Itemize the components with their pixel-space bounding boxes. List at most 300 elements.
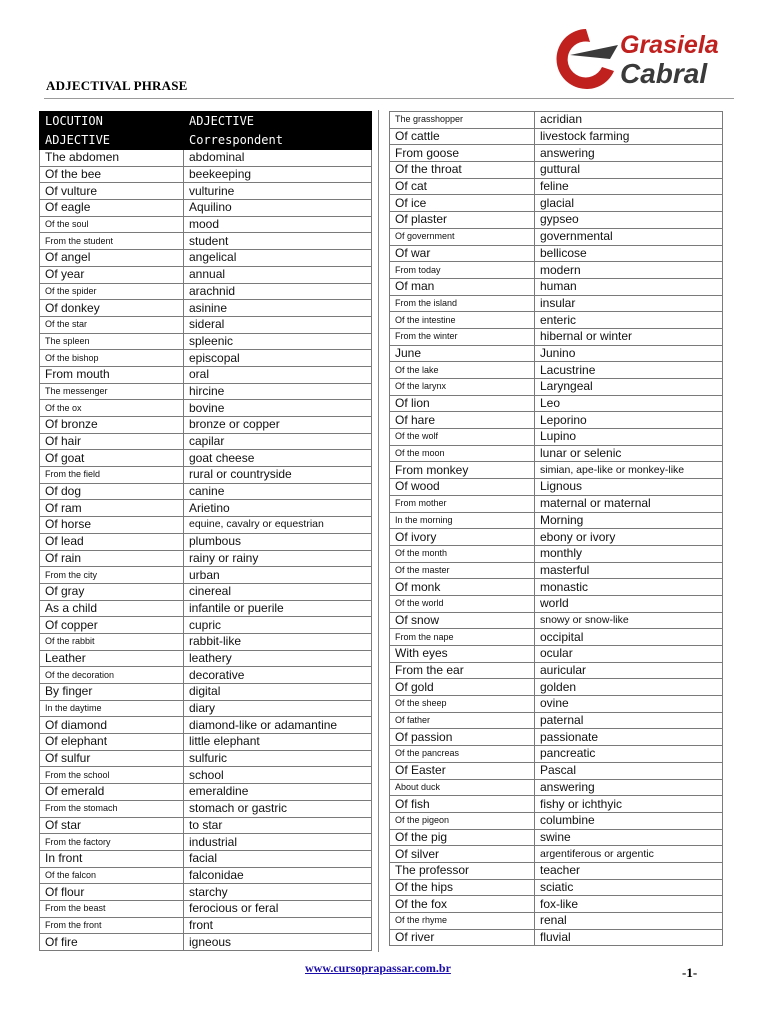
locution-cell: Of gold — [390, 679, 535, 696]
adjective-cell: canine — [184, 483, 372, 500]
column-separator — [378, 110, 379, 952]
locution-cell: Of vulture — [40, 183, 184, 200]
locution-cell: The messenger — [40, 383, 184, 400]
right-table-row — [390, 913, 723, 930]
right-table-row — [390, 896, 723, 913]
left-table-row — [40, 834, 372, 851]
adjective-cell: little elephant — [184, 734, 372, 751]
adjective-cell: Laryngeal — [535, 379, 723, 396]
left-table-row — [40, 600, 372, 617]
left-table-row — [40, 784, 372, 801]
locution-cell: Of the spider — [40, 283, 184, 300]
right-table-row — [390, 228, 723, 245]
locution-cell: Of snow — [390, 612, 535, 629]
right-table-row — [390, 412, 723, 429]
left-table-row — [40, 817, 372, 834]
locution-cell: Of war — [390, 245, 535, 262]
locution-cell: Of star — [40, 817, 184, 834]
adjective-cell: fluvial — [535, 929, 723, 946]
locution-cell: Of fish — [390, 796, 535, 813]
adjective-cell: monthly — [535, 545, 723, 562]
locution-cell: From the city — [40, 567, 184, 584]
right-table-row — [390, 362, 723, 379]
locution-cell: Of the star — [40, 316, 184, 333]
adjective-cell: Leo — [535, 395, 723, 412]
locution-cell: Of fire — [40, 934, 184, 951]
locution-cell: Leather — [40, 650, 184, 667]
right-table-row — [390, 579, 723, 596]
adjective-cell: episcopal — [184, 350, 372, 367]
adjective-cell: Aquilino — [184, 200, 372, 217]
adjective-cell: enteric — [535, 312, 723, 329]
locution-cell: June — [390, 345, 535, 362]
adjective-cell: rainy or rainy — [184, 550, 372, 567]
adjective-cell: sulfuric — [184, 750, 372, 767]
left-table-row — [40, 700, 372, 717]
header-adjective-sub: ADJECTIVE — [40, 131, 184, 150]
left-table-row — [40, 316, 372, 333]
adjective-cell: Leporino — [535, 412, 723, 429]
left-header-row-1 — [40, 112, 372, 131]
adjective-cell: emeraldine — [184, 784, 372, 801]
right-table-row — [390, 662, 723, 679]
locution-cell: Of flour — [40, 884, 184, 901]
right-table-row — [390, 812, 723, 829]
left-header-row-2 — [40, 131, 372, 150]
adjective-cell: industrial — [184, 834, 372, 851]
adjective-cell: beekeeping — [184, 166, 372, 183]
locution-cell: Of cat — [390, 178, 535, 195]
locution-cell: From the beast — [40, 900, 184, 917]
adjective-cell: spleenic — [184, 333, 372, 350]
locution-cell: Of monk — [390, 579, 535, 596]
adjective-cell: paternal — [535, 712, 723, 729]
adjective-cell: Lacustrine — [535, 362, 723, 379]
right-table-row — [390, 479, 723, 496]
locution-cell: Of sulfur — [40, 750, 184, 767]
right-table-row — [390, 679, 723, 696]
adjective-cell: student — [184, 233, 372, 250]
logo-text-line2: Cabral — [620, 58, 708, 89]
adjective-cell: bellicose — [535, 245, 723, 262]
locution-cell: Of the master — [390, 562, 535, 579]
locution-cell: Of the ox — [40, 400, 184, 417]
adjective-cell: angelical — [184, 250, 372, 267]
locution-cell: Of the rhyme — [390, 913, 535, 930]
locution-cell: From the front — [40, 917, 184, 934]
adjective-cell: urban — [184, 567, 372, 584]
locution-cell: Of the pancreas — [390, 746, 535, 763]
right-table-row — [390, 545, 723, 562]
adjective-cell: diary — [184, 700, 372, 717]
logo-mark — [557, 29, 618, 89]
adjective-cell: capilar — [184, 433, 372, 450]
locution-cell: In the morning — [390, 512, 535, 529]
adjective-cell: fox-like — [535, 896, 723, 913]
right-table-row — [390, 328, 723, 345]
locution-cell: Of river — [390, 929, 535, 946]
adjective-cell: golden — [535, 679, 723, 696]
left-table-row — [40, 583, 372, 600]
locution-cell: Of hare — [390, 412, 535, 429]
left-table-row — [40, 633, 372, 650]
locution-cell: Of the wolf — [390, 429, 535, 446]
right-table-row — [390, 779, 723, 796]
right-table-row — [390, 395, 723, 412]
locution-cell: In front — [40, 850, 184, 867]
locution-cell: Of lead — [40, 533, 184, 550]
locution-cell: Of emerald — [40, 784, 184, 801]
right-table-row — [390, 379, 723, 396]
locution-cell: Of the fox — [390, 896, 535, 913]
right-table-row — [390, 278, 723, 295]
right-table-row — [390, 195, 723, 212]
adjective-cell: ovine — [535, 696, 723, 713]
adjective-cell: Arietino — [184, 500, 372, 517]
locution-cell: Of the world — [390, 595, 535, 612]
adjective-cell: stomach or gastric — [184, 800, 372, 817]
right-table-row — [390, 862, 723, 879]
locution-cell: Of the lake — [390, 362, 535, 379]
right-table-row — [390, 529, 723, 546]
adjective-cell: hircine — [184, 383, 372, 400]
locution-cell: Of ice — [390, 195, 535, 212]
right-table-row — [390, 595, 723, 612]
right-table-row — [390, 512, 723, 529]
adjective-cell: abdominal — [184, 150, 372, 167]
right-table-row — [390, 128, 723, 145]
left-table-row — [40, 800, 372, 817]
adjective-cell: gypseo — [535, 212, 723, 229]
locution-cell: Of dog — [40, 483, 184, 500]
locution-cell: Of the soul — [40, 216, 184, 233]
locution-cell: Of ram — [40, 500, 184, 517]
adjective-cell: facial — [184, 850, 372, 867]
right-table-row — [390, 145, 723, 162]
right-table-row — [390, 178, 723, 195]
locution-cell: Of the rabbit — [40, 633, 184, 650]
left-table-row — [40, 517, 372, 534]
left-table — [39, 111, 372, 951]
right-table-row — [390, 562, 723, 579]
locution-cell: Of the larynx — [390, 379, 535, 396]
right-table-row — [390, 796, 723, 813]
left-table-row — [40, 283, 372, 300]
left-table-row — [40, 400, 372, 417]
adjective-cell: sciatic — [535, 879, 723, 896]
adjective-cell: ebony or ivory — [535, 529, 723, 546]
adjective-cell: vulturine — [184, 183, 372, 200]
right-table-row — [390, 612, 723, 629]
locution-cell: Of the month — [390, 545, 535, 562]
adjective-cell: renal — [535, 913, 723, 930]
header-correspondent: Correspondent — [184, 131, 372, 150]
adjective-cell: sideral — [184, 316, 372, 333]
locution-cell: From the field — [40, 467, 184, 484]
adjective-cell: Lignous — [535, 479, 723, 496]
adjective-cell: starchy — [184, 884, 372, 901]
locution-cell: By finger — [40, 684, 184, 701]
left-table-row — [40, 166, 372, 183]
locution-cell: Of horse — [40, 517, 184, 534]
locution-cell: Of wood — [390, 479, 535, 496]
left-table-row — [40, 750, 372, 767]
locution-cell: In the daytime — [40, 700, 184, 717]
locution-cell: From mouth — [40, 366, 184, 383]
adjective-cell: cinereal — [184, 583, 372, 600]
locution-cell: From the factory — [40, 834, 184, 851]
right-table-row — [390, 462, 723, 479]
locution-cell: Of copper — [40, 617, 184, 634]
locution-cell: Of passion — [390, 729, 535, 746]
left-table-row — [40, 150, 372, 167]
locution-cell: Of plaster — [390, 212, 535, 229]
adjective-cell: Junino — [535, 345, 723, 362]
left-table-row — [40, 684, 372, 701]
locution-cell: From mother — [390, 495, 535, 512]
locution-cell: The grasshopper — [390, 112, 535, 129]
locution-cell: Of elephant — [40, 734, 184, 751]
locution-cell: Of the moon — [390, 445, 535, 462]
left-table-row — [40, 417, 372, 434]
left-table-row — [40, 183, 372, 200]
adjective-cell: cupric — [184, 617, 372, 634]
right-table-row — [390, 879, 723, 896]
adjective-cell: plumbous — [184, 533, 372, 550]
page-number: -1- — [682, 965, 698, 980]
left-table-row — [40, 350, 372, 367]
locution-cell: Of diamond — [40, 717, 184, 734]
locution-cell: About duck — [390, 779, 535, 796]
brand-logo — [552, 25, 732, 91]
right-table-row — [390, 262, 723, 279]
locution-cell: Of government — [390, 228, 535, 245]
left-table-row — [40, 567, 372, 584]
header-rule — [44, 98, 734, 99]
locution-cell: Of cattle — [390, 128, 535, 145]
adjective-cell: rural or countryside — [184, 467, 372, 484]
adjective-cell: goat cheese — [184, 450, 372, 467]
left-table-row — [40, 250, 372, 267]
locution-cell: Of angel — [40, 250, 184, 267]
locution-cell: From the school — [40, 767, 184, 784]
locution-cell: Of the sheep — [390, 696, 535, 713]
right-table-row — [390, 762, 723, 779]
left-table-row — [40, 767, 372, 784]
adjective-cell: lunar or selenic — [535, 445, 723, 462]
locution-cell: Of the hips — [390, 879, 535, 896]
locution-cell: Of the pigeon — [390, 812, 535, 829]
left-table-row — [40, 216, 372, 233]
adjective-cell: rabbit-like — [184, 633, 372, 650]
right-table — [389, 111, 723, 946]
locution-cell: From the ear — [390, 662, 535, 679]
adjective-cell: decorative — [184, 667, 372, 684]
locution-cell: Of rain — [40, 550, 184, 567]
adjective-cell: livestock farming — [535, 128, 723, 145]
adjective-cell: answering — [535, 779, 723, 796]
adjective-cell: answering — [535, 145, 723, 162]
adjective-cell: fishy or ichthyic — [535, 796, 723, 813]
locution-cell: Of year — [40, 266, 184, 283]
adjective-cell: leathery — [184, 650, 372, 667]
locution-cell: Of the pig — [390, 829, 535, 846]
locution-cell: From today — [390, 262, 535, 279]
locution-cell: Of goat — [40, 450, 184, 467]
adjective-cell: guttural — [535, 162, 723, 179]
locution-cell: Of silver — [390, 846, 535, 863]
adjective-cell: equine, cavalry or equestrian — [184, 517, 372, 534]
left-table-row — [40, 667, 372, 684]
left-table-row — [40, 383, 372, 400]
locution-cell: Of man — [390, 278, 535, 295]
right-table-row — [390, 429, 723, 446]
adjective-cell: columbine — [535, 812, 723, 829]
adjective-cell: masterful — [535, 562, 723, 579]
right-table-row — [390, 212, 723, 229]
adjective-cell: digital — [184, 684, 372, 701]
right-table-row — [390, 295, 723, 312]
locution-cell: From goose — [390, 145, 535, 162]
adjective-cell: swine — [535, 829, 723, 846]
adjective-cell: Morning — [535, 512, 723, 529]
right-table-row — [390, 445, 723, 462]
locution-cell: Of bronze — [40, 417, 184, 434]
right-table-row — [390, 746, 723, 763]
locution-cell: From the nape — [390, 629, 535, 646]
adjective-cell: igneous — [184, 934, 372, 951]
left-table-row — [40, 333, 372, 350]
left-table-row — [40, 200, 372, 217]
adjective-cell: argentiferous or argentic — [535, 846, 723, 863]
left-table-row — [40, 450, 372, 467]
adjective-cell: insular — [535, 295, 723, 312]
adjective-cell: simian, ape-like or monkey-like — [535, 462, 723, 479]
locution-cell: From the stomach — [40, 800, 184, 817]
right-table-row — [390, 629, 723, 646]
locution-cell: From the island — [390, 295, 535, 312]
adjective-cell: Lupino — [535, 429, 723, 446]
locution-cell: Of the throat — [390, 162, 535, 179]
adjective-cell: hibernal or winter — [535, 328, 723, 345]
right-table-row — [390, 245, 723, 262]
adjective-cell: arachnid — [184, 283, 372, 300]
left-table-row — [40, 467, 372, 484]
right-table-row — [390, 712, 723, 729]
logo-text-line1: Grasiela — [620, 31, 719, 59]
locution-cell: Of Easter — [390, 762, 535, 779]
left-table-row — [40, 366, 372, 383]
right-table-row — [390, 846, 723, 863]
adjective-cell: world — [535, 595, 723, 612]
right-table-row — [390, 345, 723, 362]
locution-cell: Of the intestine — [390, 312, 535, 329]
adjective-cell: snowy or snow-like — [535, 612, 723, 629]
left-table-row — [40, 734, 372, 751]
adjective-cell: ferocious or feral — [184, 900, 372, 917]
left-table-row — [40, 867, 372, 884]
adjective-cell: oral — [184, 366, 372, 383]
right-table-row — [390, 829, 723, 846]
left-table-row — [40, 884, 372, 901]
adjective-cell: pancreatic — [535, 746, 723, 763]
page-title: ADJECTIVAL PHRASE — [46, 78, 188, 93]
adjective-cell: monastic — [535, 579, 723, 596]
locution-cell: From monkey — [390, 462, 535, 479]
adjective-cell: diamond-like or adamantine — [184, 717, 372, 734]
locution-cell: Of donkey — [40, 300, 184, 317]
right-table-row — [390, 495, 723, 512]
locution-cell: As a child — [40, 600, 184, 617]
right-table-row — [390, 646, 723, 663]
locution-cell: From the winter — [390, 328, 535, 345]
adjective-cell: ocular — [535, 646, 723, 663]
left-table-row — [40, 300, 372, 317]
left-table-row — [40, 850, 372, 867]
footer-website-link[interactable]: www.cursoprapassar.com.br — [305, 961, 451, 975]
adjective-cell: bovine — [184, 400, 372, 417]
locution-cell: The spleen — [40, 333, 184, 350]
right-table-row — [390, 162, 723, 179]
adjective-cell: feline — [535, 178, 723, 195]
left-table-row — [40, 900, 372, 917]
adjective-cell: school — [184, 767, 372, 784]
left-table-row — [40, 433, 372, 450]
adjective-cell: teacher — [535, 862, 723, 879]
adjective-cell: glacial — [535, 195, 723, 212]
left-table-row — [40, 233, 372, 250]
locution-cell: Of lion — [390, 395, 535, 412]
locution-cell: Of father — [390, 712, 535, 729]
adjective-cell: falconidae — [184, 867, 372, 884]
locution-cell: Of hair — [40, 433, 184, 450]
adjective-cell: acridian — [535, 112, 723, 129]
adjective-cell: mood — [184, 216, 372, 233]
left-table-row — [40, 934, 372, 951]
adjective-cell: occipital — [535, 629, 723, 646]
left-table-row — [40, 550, 372, 567]
header-adjective: ADJECTIVE — [184, 112, 372, 131]
locution-cell: Of eagle — [40, 200, 184, 217]
locution-cell: Of the bishop — [40, 350, 184, 367]
adjective-cell: auricular — [535, 662, 723, 679]
adjective-cell: annual — [184, 266, 372, 283]
right-table-row — [390, 929, 723, 946]
left-table-row — [40, 650, 372, 667]
left-table-row — [40, 483, 372, 500]
adjective-cell: infantile or puerile — [184, 600, 372, 617]
header-locution: LOCUTION — [40, 112, 184, 131]
right-table-row — [390, 696, 723, 713]
left-table-row — [40, 533, 372, 550]
adjective-cell: passionate — [535, 729, 723, 746]
adjective-cell: bronze or copper — [184, 417, 372, 434]
adjective-cell: governmental — [535, 228, 723, 245]
adjective-cell: to star — [184, 817, 372, 834]
locution-cell: With eyes — [390, 646, 535, 663]
adjective-cell: front — [184, 917, 372, 934]
locution-cell: Of the falcon — [40, 867, 184, 884]
left-table-row — [40, 717, 372, 734]
left-table-row — [40, 266, 372, 283]
adjective-cell: modern — [535, 262, 723, 279]
right-table-row — [390, 729, 723, 746]
locution-cell: From the student — [40, 233, 184, 250]
left-table-row — [40, 917, 372, 934]
left-table-row — [40, 500, 372, 517]
locution-cell: Of ivory — [390, 529, 535, 546]
locution-cell: Of gray — [40, 583, 184, 600]
